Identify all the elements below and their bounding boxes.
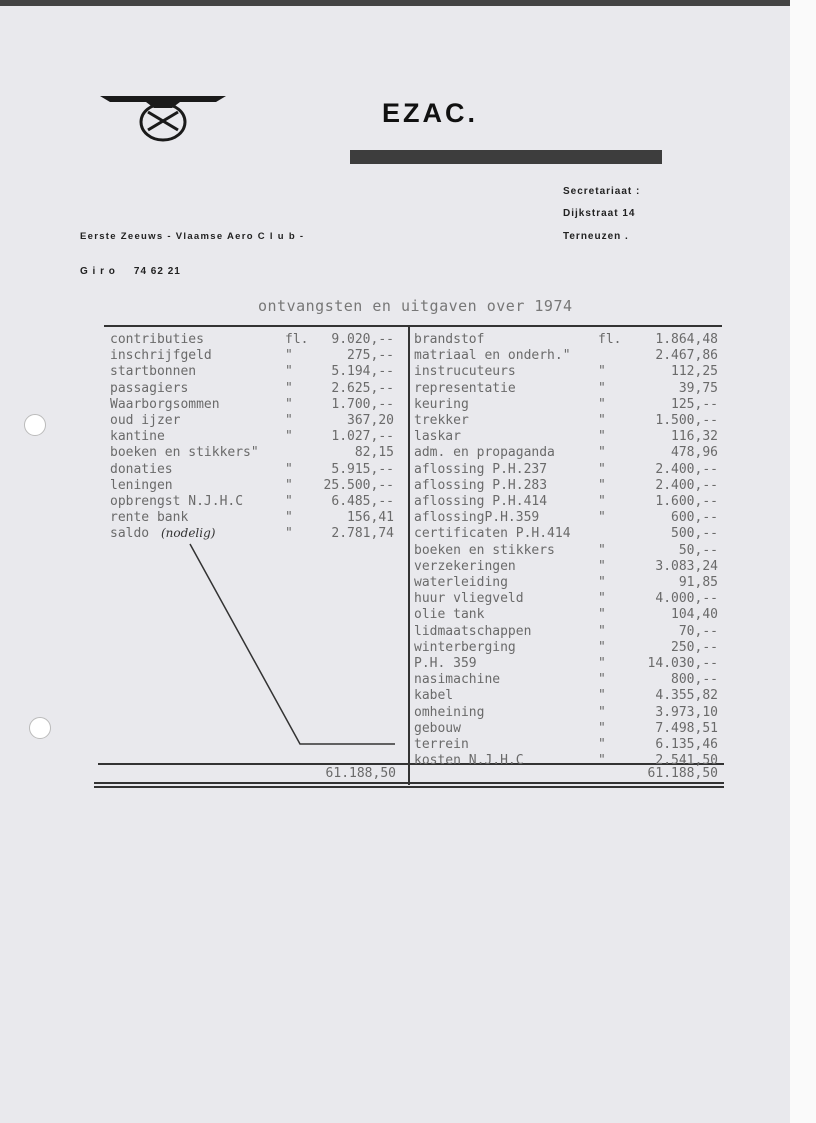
table-row bbox=[110, 381, 400, 397]
row-amount: 14.030,-- bbox=[647, 656, 718, 671]
row-label: instrucuteurs bbox=[414, 364, 516, 380]
row-amount: 1.500,-- bbox=[655, 413, 718, 428]
row-amount: 4.000,-- bbox=[655, 591, 718, 607]
row-unit: " bbox=[598, 494, 606, 509]
row-label: P.H. 359 bbox=[414, 656, 477, 671]
row-label: olie tank bbox=[414, 607, 485, 623]
table-row bbox=[414, 348, 720, 364]
table-center-rule bbox=[408, 325, 410, 785]
table-row bbox=[110, 413, 400, 429]
row-amount: 156,41 bbox=[347, 510, 394, 526]
row-unit: " bbox=[598, 461, 606, 477]
table-row bbox=[110, 332, 400, 348]
row-amount: 2.625,-- bbox=[331, 380, 394, 396]
table-row bbox=[414, 607, 720, 623]
row-label: oud ijzer bbox=[110, 413, 181, 428]
table-row bbox=[110, 494, 400, 510]
row-unit: " bbox=[598, 380, 606, 396]
row-label: aflossingP.H.359 bbox=[414, 510, 540, 526]
row-label: aflossing P.H.283 bbox=[414, 477, 548, 493]
row-unit: " bbox=[598, 720, 606, 736]
table-row bbox=[110, 510, 400, 526]
table-row bbox=[110, 397, 400, 413]
table-row bbox=[414, 429, 720, 445]
saldo-connector bbox=[180, 540, 400, 750]
club-logo-icon bbox=[98, 92, 228, 142]
table-row bbox=[110, 445, 400, 461]
row-amount: 6.135,46 bbox=[655, 737, 718, 752]
row-unit: " bbox=[285, 413, 293, 428]
table-row bbox=[414, 381, 720, 397]
row-unit: fl. bbox=[598, 332, 622, 347]
club-full-name: Eerste Zeeuws - Vlaamse Aero C l u b - bbox=[80, 231, 305, 242]
row-label: certificaten P.H.414 bbox=[414, 526, 571, 542]
table-bottom-rule-2 bbox=[94, 786, 724, 788]
row-amount: 367,20 bbox=[347, 413, 394, 428]
table-row bbox=[414, 364, 720, 380]
row-unit: " bbox=[598, 396, 606, 412]
row-label: aflossing P.H.414 bbox=[414, 494, 548, 509]
punch-hole-bottom bbox=[29, 717, 51, 739]
street-address: Dijkstraat 14 bbox=[563, 208, 636, 219]
table-row bbox=[414, 559, 720, 575]
row-label: donaties bbox=[110, 461, 173, 477]
row-unit: " bbox=[598, 688, 606, 704]
row-label: kabel bbox=[414, 688, 454, 704]
row-label: keuring bbox=[414, 396, 469, 412]
page-right-edge bbox=[790, 0, 816, 1123]
row-label: waterleiding bbox=[414, 575, 508, 590]
row-amount: 250,-- bbox=[671, 639, 718, 655]
club-short-name: EZAC. bbox=[382, 98, 478, 128]
row-label: contributies bbox=[110, 332, 204, 347]
row-amount: 6.485,-- bbox=[331, 494, 394, 509]
row-label: aflossing P.H.237 bbox=[414, 461, 548, 477]
row-label: adm. en propaganda bbox=[414, 445, 555, 461]
expense-total: 61.188,50 bbox=[647, 766, 718, 781]
row-amount: 1.700,-- bbox=[331, 396, 394, 412]
row-label: lidmaatschappen bbox=[414, 623, 532, 639]
row-amount: 2.781,74 bbox=[331, 526, 394, 542]
row-unit: " bbox=[598, 477, 606, 493]
table-bottom-rule-1 bbox=[94, 782, 724, 784]
giro-line bbox=[80, 266, 199, 277]
row-amount: 600,-- bbox=[671, 510, 718, 526]
table-row bbox=[110, 364, 400, 380]
row-unit: " bbox=[285, 494, 293, 509]
row-label: boeken en stikkers" bbox=[110, 445, 259, 461]
header-bar bbox=[350, 150, 662, 164]
row-amount: 82,15 bbox=[354, 445, 394, 461]
row-unit: " bbox=[598, 413, 606, 428]
table-row bbox=[414, 575, 720, 591]
row-amount: 9.020,-- bbox=[331, 332, 394, 347]
row-label: Waarborgsommen bbox=[110, 396, 220, 412]
row-unit: " bbox=[598, 575, 606, 590]
row-unit: " bbox=[598, 364, 606, 380]
table-row bbox=[414, 640, 720, 656]
row-unit: " bbox=[598, 737, 606, 752]
row-label: winterberging bbox=[414, 639, 516, 655]
table-row bbox=[414, 494, 720, 510]
handwritten-note: (nodelig) bbox=[161, 526, 216, 540]
table-row bbox=[414, 672, 720, 688]
row-label: rente bank bbox=[110, 510, 189, 526]
row-amount: 1.027,-- bbox=[331, 429, 394, 445]
punch-hole-top bbox=[24, 414, 46, 436]
row-label: verzekeringen bbox=[414, 558, 516, 574]
row-label: terrein bbox=[414, 737, 469, 752]
row-unit: " bbox=[598, 542, 606, 558]
row-amount: 112,25 bbox=[671, 364, 718, 380]
row-amount: 1.864,48 bbox=[655, 332, 718, 347]
row-label: huur vliegveld bbox=[414, 591, 524, 607]
secretariat-label: Secretariaat : bbox=[563, 186, 641, 197]
row-label: nasimachine bbox=[414, 672, 501, 688]
row-label: kantine bbox=[110, 429, 165, 445]
row-label: inschrijfgeld bbox=[110, 348, 212, 364]
table-row bbox=[414, 624, 720, 640]
row-label: trekker bbox=[414, 413, 469, 428]
table-row bbox=[414, 543, 720, 559]
table-row bbox=[110, 478, 400, 494]
row-unit: " bbox=[598, 607, 606, 623]
row-label: matriaal en onderh." bbox=[414, 348, 571, 364]
row-unit: " bbox=[598, 623, 606, 639]
row-amount: 800,-- bbox=[671, 672, 718, 688]
table-row bbox=[110, 526, 400, 542]
row-amount: 3.083,24 bbox=[655, 558, 718, 574]
giro-number: 74 62 21 bbox=[133, 266, 181, 277]
table-row bbox=[414, 332, 720, 348]
table-row bbox=[414, 591, 720, 607]
income-total: 61.188,50 bbox=[325, 766, 396, 781]
row-unit: " bbox=[598, 753, 606, 769]
row-unit: " bbox=[285, 526, 293, 542]
row-unit: " bbox=[598, 656, 606, 671]
row-amount: 478,96 bbox=[671, 445, 718, 461]
table-row bbox=[414, 510, 720, 526]
row-amount: 125,-- bbox=[671, 396, 718, 412]
table-row bbox=[110, 429, 400, 445]
row-label: saldo bbox=[110, 526, 150, 542]
table-row bbox=[414, 721, 720, 737]
row-amount: 7.498,51 bbox=[655, 720, 718, 736]
row-unit: " bbox=[598, 639, 606, 655]
table-row bbox=[414, 413, 720, 429]
row-amount: 104,40 bbox=[671, 607, 718, 623]
row-label: boeken en stikkers bbox=[414, 542, 555, 558]
row-amount: 39,75 bbox=[678, 380, 718, 396]
table-top-rule bbox=[104, 325, 722, 327]
row-unit: " bbox=[598, 591, 606, 607]
city: Terneuzen . bbox=[563, 231, 629, 242]
row-label: brandstof bbox=[414, 332, 485, 347]
row-amount: 1.600,-- bbox=[655, 494, 718, 509]
row-unit: " bbox=[598, 445, 606, 461]
row-amount: 70,-- bbox=[678, 623, 718, 639]
table-row bbox=[110, 462, 400, 478]
row-amount: 50,-- bbox=[678, 542, 718, 558]
row-label: opbrengst N.J.H.C bbox=[110, 494, 244, 509]
table-row bbox=[414, 526, 720, 542]
row-amount: 5.915,-- bbox=[331, 461, 394, 477]
row-unit: " bbox=[285, 364, 293, 380]
statement-heading: ontvangsten en uitgaven over 1974 bbox=[258, 297, 573, 315]
table-row bbox=[110, 348, 400, 364]
table-row bbox=[414, 688, 720, 704]
row-unit: " bbox=[285, 461, 293, 477]
row-amount: 2.400,-- bbox=[655, 477, 718, 493]
row-unit: " bbox=[285, 380, 293, 396]
row-unit: " bbox=[598, 704, 606, 720]
giro-label: G i r o bbox=[80, 266, 116, 277]
row-amount: 2.541,50 bbox=[655, 753, 718, 769]
row-amount: 500,-- bbox=[671, 526, 718, 542]
row-unit: " bbox=[285, 510, 293, 526]
row-unit: " bbox=[598, 672, 606, 688]
row-label: representatie bbox=[414, 380, 516, 396]
row-unit: " bbox=[285, 429, 293, 445]
row-unit: " bbox=[285, 396, 293, 412]
row-amount: 25.500,-- bbox=[323, 477, 394, 493]
table-row bbox=[414, 478, 720, 494]
row-amount: 4.355,82 bbox=[655, 688, 718, 704]
row-unit: " bbox=[285, 348, 293, 364]
table-row bbox=[414, 445, 720, 461]
table-row bbox=[414, 656, 720, 672]
row-label: startbonnen bbox=[110, 364, 197, 380]
row-label: leningen bbox=[110, 477, 173, 493]
row-amount: 3.973,10 bbox=[655, 704, 718, 720]
row-amount: 116,32 bbox=[671, 429, 718, 445]
row-label: passagiers bbox=[110, 380, 189, 396]
page-top-border bbox=[0, 0, 790, 6]
row-amount: 275,-- bbox=[347, 348, 394, 364]
row-amount: 2.467,86 bbox=[655, 348, 718, 364]
row-amount: 2.400,-- bbox=[655, 461, 718, 477]
table-row bbox=[414, 462, 720, 478]
row-label: laskar bbox=[414, 429, 461, 445]
row-unit: " bbox=[598, 429, 606, 445]
row-unit: " bbox=[285, 477, 293, 493]
row-unit: " bbox=[598, 510, 606, 526]
row-unit: fl. bbox=[285, 332, 309, 347]
table-row bbox=[414, 705, 720, 721]
row-unit: " bbox=[598, 558, 606, 574]
row-label: kosten N.J.H.C bbox=[414, 753, 524, 769]
row-amount: 91,85 bbox=[678, 575, 718, 590]
table-row bbox=[414, 737, 720, 753]
row-amount: 5.194,-- bbox=[331, 364, 394, 380]
table-row bbox=[414, 397, 720, 413]
row-label: omheining bbox=[414, 704, 485, 720]
row-label: gebouw bbox=[414, 720, 461, 736]
